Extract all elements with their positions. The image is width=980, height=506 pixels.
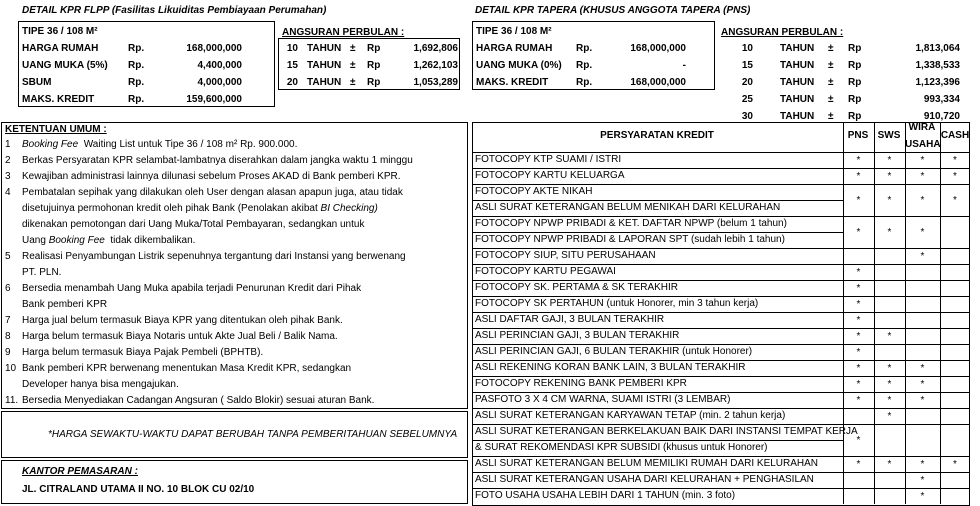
ketentuan-text — [22, 363, 351, 374]
ketentuan-text — [22, 299, 107, 310]
requirement-text: FOTOCOPY KARTU KELUARGA — [475, 170, 625, 181]
angsuran-years: 15 — [741, 60, 753, 71]
angsuran-pm: ± — [828, 60, 834, 71]
ketentuan-text — [22, 283, 361, 294]
angsuran-unit: TAHUN — [307, 60, 342, 71]
angsuran-currency: Rp — [367, 60, 381, 71]
requirement-mark-cash: * — [953, 459, 957, 470]
requirement-text: PASFOTO 3 X 4 CM WARNA, SUAMI ISTRI (3 LEMBAR) — [475, 394, 731, 405]
angsuran-currency: Rp — [367, 43, 381, 54]
tapera-row-currency: Rp. — [576, 77, 593, 88]
angsuran-value: 1,813,064 — [915, 43, 960, 54]
requirement-mark-pns: * — [856, 315, 861, 326]
ketentuan-number: 4 — [5, 187, 11, 198]
ketentuan-text-italic: BI Checking) — [320, 203, 378, 214]
flpp-row-currency: Rp. — [128, 60, 145, 71]
requirement-text: FOTOCOPY NPWP PRIBADI & LAPORAN SPT (sudah lebih 1 tahun) — [475, 234, 785, 245]
requirement-mark-sws: * — [887, 227, 892, 238]
ketentuan-text-pre: Uang — [22, 235, 49, 246]
angsuran-years: 15 — [286, 60, 298, 71]
ketentuan-text-pre: Developer hanya bisa mengajukan. — [22, 379, 179, 390]
requirement-text: ASLI SURAT KETERANGAN KARYAWAN TETAP (min. 2 tahun kerja) — [475, 410, 786, 421]
requirement-text: ASLI REKENING KORAN BANK LAIN, 3 BULAN TERAKHIR — [475, 362, 746, 373]
flpp-title: DETAIL KPR FLPP (Fasilitas Likuiditas Pembiayaan Perumahan) — [22, 5, 327, 16]
requirement-text: ASLI SURAT KETERANGAN BERKELAKUAN BAIK DARI INSTANSI TEMPAT KERJA — [475, 426, 858, 437]
col-cash: CASH — [940, 130, 970, 141]
angsuran-unit: TAHUN — [780, 60, 815, 71]
angsuran-unit: TAHUN — [780, 43, 815, 54]
requirement-mark-sws: * — [887, 171, 892, 182]
ketentuan-number: 3 — [5, 171, 11, 182]
ketentuan-text — [22, 187, 403, 198]
ketentuan-text — [22, 395, 374, 406]
requirement-mark-pns: * — [856, 379, 861, 390]
requirement-text: ASLI PERINCIAN GAJI, 3 BULAN TERAKHIR — [475, 330, 680, 341]
ketentuan-text-pre: Bank pemberi KPR — [22, 299, 108, 310]
requirement-text: FOTOCOPY SK PERTAHUN (untuk Honorer, min 3 tahun kerja) — [475, 298, 759, 309]
angsuran-unit: TAHUN — [780, 77, 815, 88]
requirement-text: FOTO USAHA USAHA LEBIH DARI 1 TAHUN (min. 3 foto) — [475, 490, 736, 501]
angsuran-currency: Rp — [848, 94, 862, 105]
requirement-mark-cash: * — [953, 171, 957, 182]
angsuran-value: 993,334 — [923, 94, 960, 105]
ketentuan-text-pre: Pembatalan sepihak yang dilakukan oleh User dengan alasan apapun juga, atau tidak — [22, 187, 403, 198]
ketentuan-text-pre: PT. PLN. — [22, 267, 62, 278]
requirement-mark-wira: * — [920, 155, 925, 166]
requirement-mark-wira: * — [920, 251, 925, 262]
requirement-text: FOTOCOPY REKENING BANK PEMBERI KPR — [475, 378, 687, 389]
angsuran-value: 910,720 — [923, 111, 960, 122]
ketentuan-text — [22, 203, 378, 214]
requirement-mark-sws: * — [887, 195, 892, 206]
flpp-row-value: 168,000,000 — [186, 43, 242, 54]
ketentuan-text — [22, 139, 297, 150]
col-wira: WIRA — [908, 122, 936, 133]
requirement-mark-pns: * — [856, 195, 861, 206]
angsuran-years: 20 — [741, 77, 753, 88]
requirement-text: ASLI SURAT KETERANGAN BELUM MEMILIKI RUMAH DARI KELURAHAN — [475, 458, 819, 469]
flpp-row-currency: Rp. — [128, 94, 145, 105]
tapera-row-label: HARGA RUMAH — [476, 43, 553, 54]
ketentuan-text-pre: Bersedia menambah Uang Muka apabila terjadi Penurunan Kredit dari Pihak — [22, 283, 362, 294]
ketentuan-title: KETENTUAN UMUM : — [5, 124, 107, 135]
flpp-row-value: 4,400,000 — [197, 60, 242, 71]
ketentuan-text-pre: disetujuinya permohonan kredit oleh pihak Bank (Penolakan akibat — [22, 203, 321, 214]
requirement-text: FOTOCOPY KARTU PEGAWAI — [475, 266, 616, 277]
tapera-row-value: - — [682, 60, 686, 71]
requirement-mark-wira: * — [920, 491, 925, 502]
ketentuan-number: 9 — [5, 347, 11, 358]
flpp-row-label: SBUM — [22, 77, 52, 88]
ketentuan-text-pre: Harga belum termasuk Biaya Notaris untuk Akte Jual Beli / Balik Nama. — [22, 331, 338, 342]
ketentuan-text — [22, 347, 263, 358]
requirement-text: ASLI SURAT KETERANGAN BELUM MENIKAH DARI KELURAHAN — [475, 202, 781, 213]
requirement-mark-pns: * — [856, 267, 861, 278]
angsuran-pm: ± — [350, 43, 356, 54]
requirement-mark-wira: * — [920, 195, 925, 206]
requirement-text: FOTOCOPY NPWP PRIBADI & KET. DAFTAR NPWP (belum 1 tahun) — [475, 218, 787, 229]
tapera-row-value: 168,000,000 — [630, 77, 686, 88]
requirement-mark-pns: * — [856, 347, 861, 358]
angsuran-pm: ± — [350, 60, 356, 71]
flpp-type-label: TIPE 36 / 108 M² — [22, 26, 98, 37]
requirement-mark-sws: * — [887, 395, 892, 406]
requirement-text: ASLI PERINCIAN GAJI, 6 BULAN TERAKHIR (untuk Honorer) — [475, 346, 753, 357]
ketentuan-text — [22, 379, 179, 390]
angsuran-years: 30 — [741, 111, 753, 122]
angsuran-unit: TAHUN — [307, 43, 342, 54]
angsuran-currency: Rp — [848, 111, 862, 122]
requirement-mark-cash: * — [953, 155, 957, 166]
angsuran-value: 1,123,396 — [915, 77, 960, 88]
requirement-mark-wira: * — [920, 395, 925, 406]
kantor-title: KANTOR PEMASARAN : — [22, 466, 138, 477]
flpp-row-label: MAKS. KREDIT — [22, 94, 95, 105]
requirement-text: & SURAT REKOMENDASI KPR SUBSIDI (khusus untuk Honorer) — [475, 442, 768, 453]
tapera-row-currency: Rp. — [576, 43, 593, 54]
angsuran-years: 10 — [741, 43, 753, 54]
angsuran-pm: ± — [828, 94, 834, 105]
ketentuan-text — [22, 155, 413, 166]
col-usaha: USAHA — [905, 139, 941, 150]
angsuran-currency: Rp — [848, 43, 862, 54]
flpp-row-value: 4,000,000 — [197, 77, 242, 88]
requirement-text: ASLI SURAT KETERANGAN USAHA DARI KELURAHAN + PENGHASILAN — [475, 474, 814, 485]
ketentuan-text-post: tidak dikembalikan. — [104, 235, 196, 246]
ketentuan-text-italic: Booking Fee — [22, 139, 79, 150]
requirement-text: FOTOCOPY SIUP, SITU PERUSAHAAN — [475, 250, 656, 261]
angsuran-currency: Rp — [367, 77, 381, 88]
requirement-mark-wira: * — [920, 459, 925, 470]
price-note: *HARGA SEWAKTU-WAKTU DAPAT BERUBAH TANPA PEMBERITAHUAN SEBELUMNYA — [48, 429, 458, 440]
requirement-mark-sws: * — [887, 363, 892, 374]
ketentuan-text — [22, 235, 195, 246]
persyaratan-header: PERSYARATAN KREDIT — [600, 130, 714, 141]
ketentuan-text-italic: Booking Fee — [48, 235, 105, 246]
requirement-mark-wira: * — [920, 475, 925, 486]
requirement-text: FOTOCOPY AKTE NIKAH — [475, 186, 593, 197]
tapera-row-label: MAKS. KREDIT — [476, 77, 549, 88]
requirement-mark-pns: * — [856, 155, 861, 166]
ketentuan-text — [22, 331, 338, 342]
requirement-mark-sws: * — [887, 155, 892, 166]
angsuran-currency: Rp — [848, 77, 862, 88]
ketentuan-number: 11. — [5, 395, 19, 406]
requirement-text: ASLI DAFTAR GAJI, 3 BULAN TERAKHIR — [475, 314, 665, 325]
requirement-mark-pns: * — [856, 395, 861, 406]
ketentuan-number: 6 — [5, 283, 11, 294]
requirement-mark-cash: * — [953, 195, 957, 206]
ketentuan-text-pre: Harga belum termasuk Biaya Pajak Pembeli (BPHTB). — [22, 347, 264, 358]
requirement-mark-pns: * — [856, 459, 861, 470]
requirement-mark-wira: * — [920, 379, 925, 390]
angsuran-currency: Rp — [848, 60, 862, 71]
requirement-mark-wira: * — [920, 171, 925, 182]
ketentuan-text-pre: dikenakan pemotongan dari Uang Muka/Total Pembayaran, sedangkan untuk — [22, 219, 365, 230]
ketentuan-text-pre: Bersedia Menyediakan Cadangan Angsuran ( Saldo Blokir) sesuai aturan Bank. — [22, 395, 375, 406]
requirement-mark-pns: * — [856, 331, 861, 342]
ketentuan-number: 7 — [5, 315, 11, 326]
requirement-mark-sws: * — [887, 379, 892, 390]
requirement-mark-sws: * — [887, 459, 892, 470]
angsuran-unit: TAHUN — [780, 94, 815, 105]
ketentuan-number: 10 — [5, 363, 17, 374]
tapera-row-label: UANG MUKA (0%) — [476, 60, 562, 71]
kantor-address: JL. CITRALAND UTAMA II NO. 10 BLOK CU 02/10 — [22, 484, 255, 495]
ketentuan-text — [22, 315, 343, 326]
tapera-row-currency: Rp. — [576, 60, 593, 71]
ketentuan-text-pre: Kewajiban administrasi lainnya dilunasi sebelum Proses AKAD di Bank pemberi KPR. — [22, 171, 401, 182]
requirement-text: FOTOCOPY KTP SUAMI / ISTRI — [475, 154, 622, 165]
flpp-row-currency: Rp. — [128, 43, 145, 54]
tapera-type-label: TIPE 36 / 108 M² — [476, 26, 552, 37]
tapera-angsuran-title: ANGSURAN PERBULAN : — [721, 27, 844, 38]
requirement-mark-pns: * — [856, 283, 861, 294]
ketentuan-text-post: Waiting List untuk Tipe 36 / 108 m² Rp. 900.000. — [78, 139, 298, 150]
tapera-row-value: 168,000,000 — [630, 43, 686, 54]
requirement-mark-pns: * — [856, 363, 861, 374]
col-sws: SWS — [877, 130, 901, 141]
angsuran-pm: ± — [828, 111, 834, 122]
angsuran-value: 1,692,806 — [413, 43, 458, 54]
ketentuan-text — [22, 251, 406, 262]
flpp-angsuran-title: ANGSURAN PERBULAN : — [282, 27, 405, 38]
angsuran-years: 25 — [741, 94, 753, 105]
requirement-text: FOTOCOPY SK. PERTAMA & SK TERAKHIR — [475, 282, 679, 293]
angsuran-pm: ± — [828, 43, 834, 54]
angsuran-unit: TAHUN — [307, 77, 342, 88]
angsuran-years: 10 — [286, 43, 298, 54]
tapera-title: DETAIL KPR TAPERA (KHUSUS ANGGOTA TAPERA (PNS) — [475, 5, 751, 16]
angsuran-pm: ± — [828, 77, 834, 88]
ketentuan-number: 2 — [5, 155, 11, 166]
col-pns: PNS — [847, 130, 869, 141]
ketentuan-number: 5 — [5, 251, 11, 262]
angsuran-pm: ± — [350, 77, 356, 88]
ketentuan-text — [22, 171, 401, 182]
flpp-row-label: UANG MUKA (5%) — [22, 60, 108, 71]
flpp-row-value: 159,600,000 — [186, 94, 242, 105]
angsuran-value: 1,053,289 — [413, 77, 458, 88]
angsuran-value: 1,262,103 — [413, 60, 458, 71]
ketentuan-text-pre: Bank pemberi KPR berwenang menentukan Masa Kredit KPR, sedangkan — [22, 363, 352, 374]
angsuran-value: 1,338,533 — [915, 60, 960, 71]
requirement-mark-wira: * — [920, 227, 925, 238]
requirement-mark-pns: * — [856, 435, 861, 446]
ketentuan-text-pre: Berkas Persyaratan KPR selambat-lambatnya diserahkan dalam jangka waktu 1 minggu — [22, 155, 413, 166]
ketentuan-number: 1 — [5, 139, 11, 150]
requirement-mark-pns: * — [856, 227, 861, 238]
ketentuan-number: 8 — [5, 331, 11, 342]
ketentuan-text-pre: Realisasi Penyambungan Listrik sepenuhnya tergantung dari Instansi yang berwenang — [22, 251, 406, 262]
angsuran-unit: TAHUN — [780, 111, 815, 122]
requirement-mark-sws: * — [887, 411, 892, 422]
ketentuan-text-pre: Harga jual belum termasuk Biaya KPR yang ditentukan oleh pihak Bank. — [22, 315, 343, 326]
flpp-row-currency: Rp. — [128, 77, 145, 88]
flpp-row-label: HARGA RUMAH — [22, 43, 99, 54]
requirement-mark-pns: * — [856, 171, 861, 182]
requirement-mark-wira: * — [920, 363, 925, 374]
requirement-mark-pns: * — [856, 299, 861, 310]
ketentuan-text — [22, 219, 364, 230]
angsuran-years: 20 — [286, 77, 298, 88]
requirement-mark-sws: * — [887, 331, 892, 342]
ketentuan-text — [22, 267, 61, 278]
